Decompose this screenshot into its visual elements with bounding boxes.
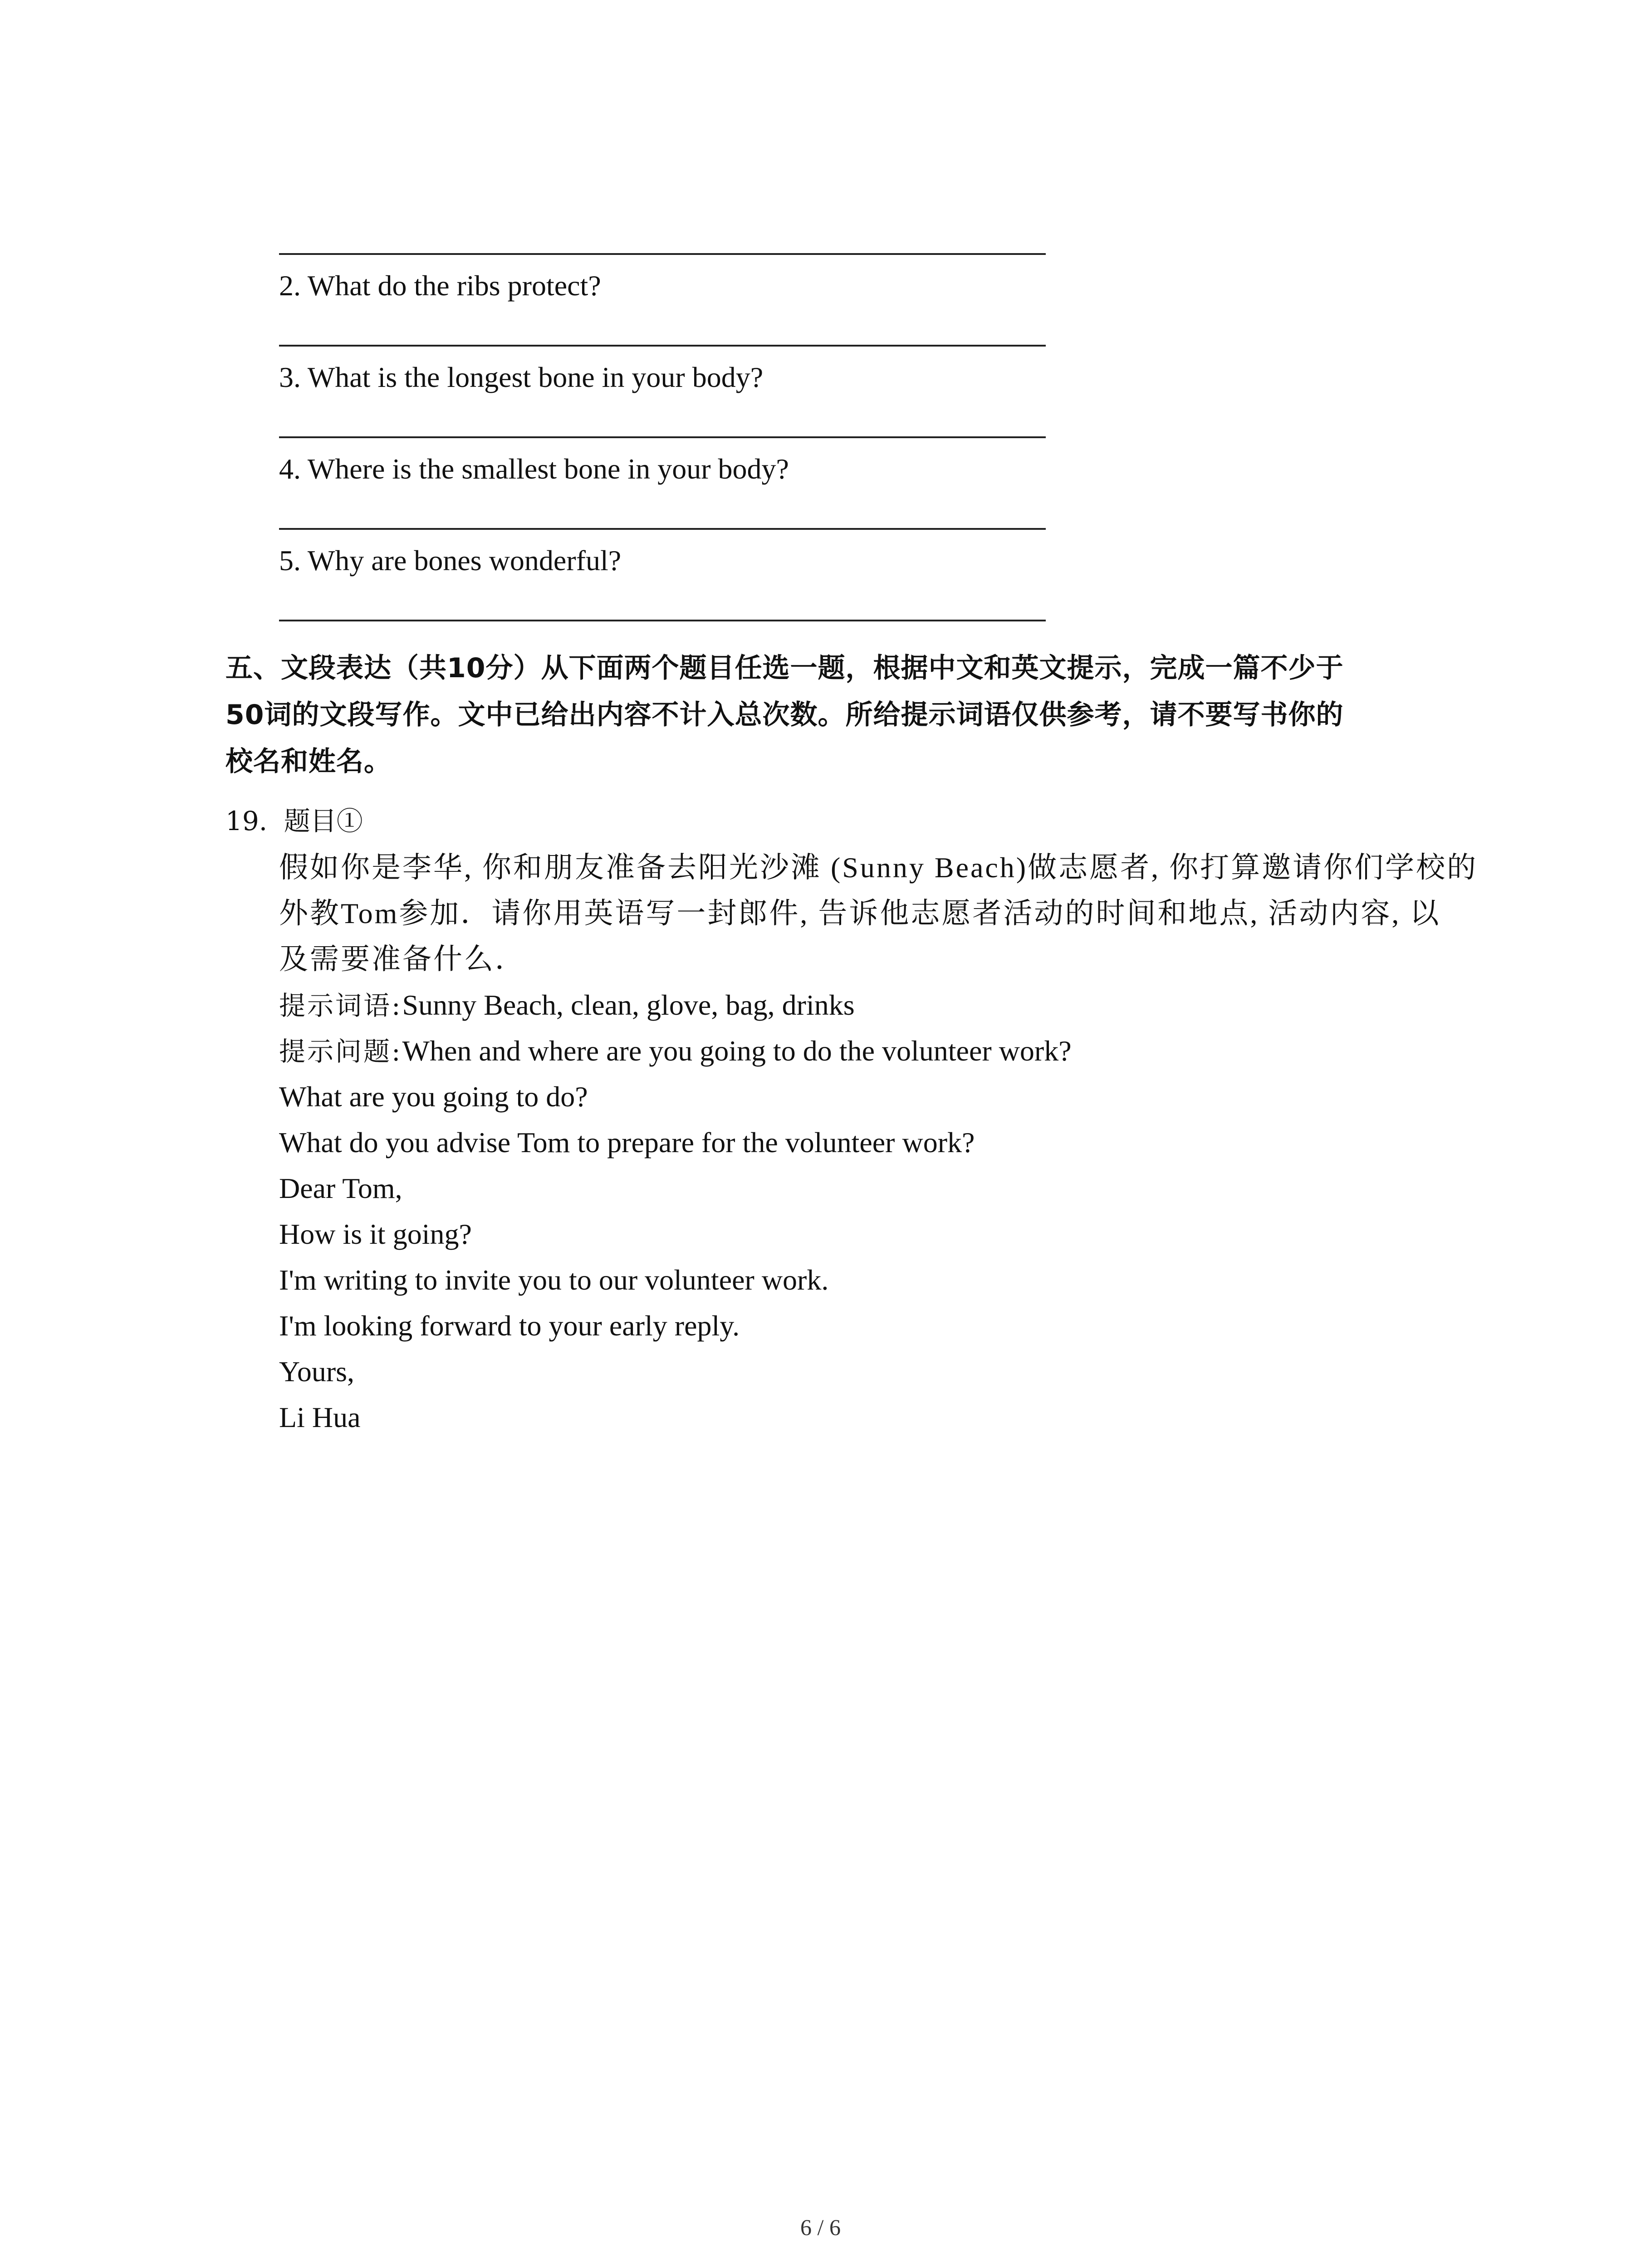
hint-question-1: When and where are you going to do the volunteer work? [402,1035,1072,1067]
page-number: 6 / 6 [800,2214,841,2240]
answer-line-5[interactable] [279,620,1046,621]
letter-line-1: How is it going? [279,1218,472,1250]
task-number: 19. [225,806,268,836]
answer-line-4[interactable] [279,528,1046,530]
letter-closing: Yours, [279,1355,355,1388]
answer-line-1[interactable] [279,253,1046,255]
section-heading-line-3: 校名和姓名。 [225,746,392,777]
letter-signature: Li Hua [279,1401,361,1433]
question-3: 3. What is the longest bone in your body? [279,361,764,393]
letter-line-2: I'm writing to invite you to our volunteer work. [279,1264,829,1296]
letter-line-3: I'm looking forward to your early reply. [279,1310,740,1342]
prompt-line-1: 假如你是李华, 你和朋友准备去阳光沙滩 (Sunny Beach)做志愿者, 你打算邀请你们学校的 [279,851,1478,884]
hint-question-line-1 [279,1033,1072,1078]
answer-line-3[interactable] [279,436,1046,438]
question-5: 5. Why are bones wonderful? [279,544,622,577]
task-number-line [225,803,363,839]
task-topic: 题目① [284,806,363,836]
hint-questions-label: 提示问题: [279,1036,402,1067]
hint-words-line [279,987,855,1032]
question-2: 2. What do the ribs protect? [279,269,601,302]
prompt-line-2: 外教Tom参加．请你用英语写一封郎件, 告诉他志愿者活动的时间和地点, 活动内容, 以 [279,897,1441,929]
hint-words: Sunny Beach, clean, glove, bag, drinks [402,989,855,1021]
answer-line-2[interactable] [279,345,1046,347]
section-heading-line-2: 50词的文段写作。文中已给出内容不计入总次数。所给提示词语仅供参考，请不要写书你的 [225,699,1344,731]
section-heading [225,645,1457,785]
question-4: 4. Where is the smallest bone in your body? [279,453,789,485]
section-heading-line-1: 五、文段表达（共10分）从下面两个题目任选一题，根据中文和英文提示，完成一篇不少于 [225,652,1344,684]
hint-question-2: What are you going to do? [279,1080,588,1113]
hint-question-3: What do you advise Tom to prepare for the volunteer work? [279,1126,975,1158]
letter-salutation: Dear Tom, [279,1172,402,1204]
hint-words-label: 提示词语: [279,990,402,1021]
prompt-line-3: 及需要准备什么． [279,943,526,975]
